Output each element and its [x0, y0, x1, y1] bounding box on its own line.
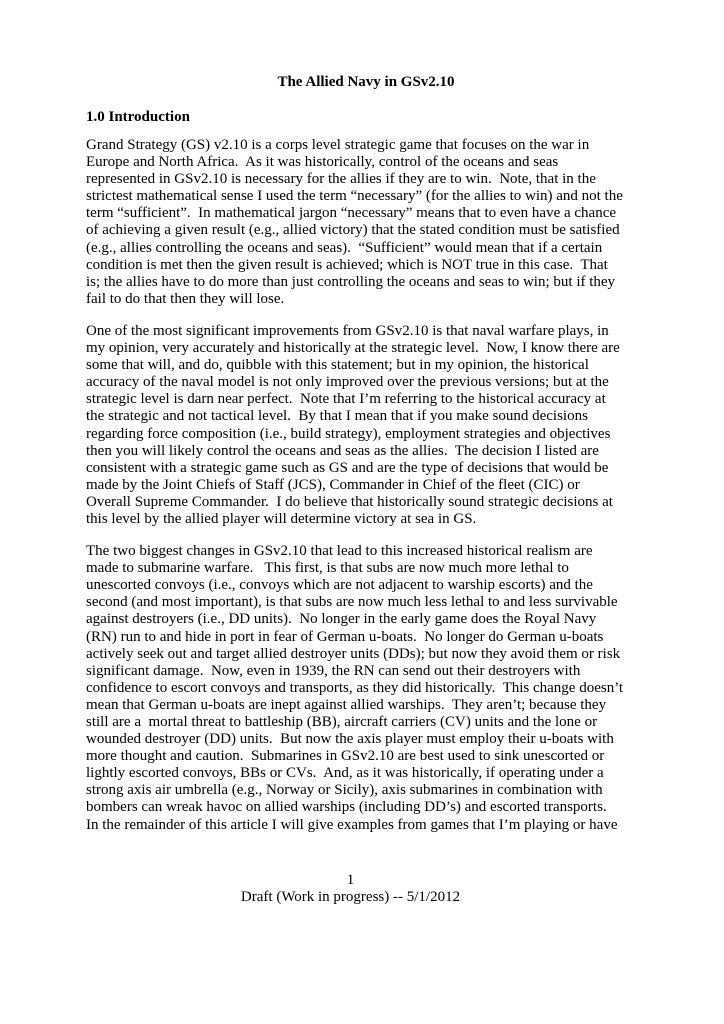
text-line: condition is met then the given result is achieved; which is NOT true in this case. That	[86, 256, 608, 273]
text-line: lightly escorted convoys, BBs or CVs. And, as it was historically, if operating under a	[86, 765, 604, 782]
text-line: the strategic and not tactical level. By that I mean that if you make sound decisions	[86, 408, 588, 425]
text-line: significant damage. Now, even in 1939, the RN can send out their destroyers with	[86, 662, 581, 679]
text-line: confidence to escort convoys and transports, as they did historically. This change doesn’t	[86, 679, 624, 696]
text-line: more thought and caution. Submarines in GSv2.10 are best used to sink unescorted or	[86, 748, 605, 765]
text-line: made to submarine warfare. This first, is that subs are now much more lethal to	[86, 560, 569, 577]
draft-note: Draft (Work in progress) -- 5/1/2012	[240, 889, 461, 906]
text-line: Grand Strategy (GS) v2.10 is a corps level strategic game that focuses on the war in	[86, 137, 590, 153]
text-line: still are a mortal threat to battleship (BB), aircraft carriers (CV) units and the lone or	[86, 714, 598, 730]
text-line: strategic level is darn near perfect. Note that I’m referring to the historical accuracy at	[86, 391, 606, 408]
paragraph	[86, 323, 646, 528]
text-line: strictest mathematical sense I used the term “necessary” (for the allies to win) and not the	[86, 188, 623, 205]
page-footer	[72, 872, 629, 907]
text-line: In the remainder of this article I will give examples from games that I’m playing or have	[86, 816, 618, 833]
text-line: Overall Supreme Commander. I do believe that historically sound strategic decisions at	[86, 493, 613, 510]
text-line: accuracy of the naval model is not only improved over the previous versions; but at the	[86, 374, 609, 391]
text-line: strong axis air umbrella (e.g., Norway or Sicily), axis submarines in combination with	[86, 782, 603, 799]
text-line: is; the allies have to do more than just controlling the oceans and seas to win; but if they	[86, 273, 616, 290]
text-line: regarding force composition (i.e., build strategy), employment strategies and objectives	[86, 425, 611, 442]
paragraph	[86, 137, 646, 308]
text-line: my opinion, very accurately and historically at the strategic level. Now, I know there are	[86, 340, 620, 357]
text-line: actively seek out and target allied destroyer units (DDs); but now they avoid them or risk	[86, 645, 621, 662]
text-line: then you will likely control the oceans and seas as the allies. The decision I listed are	[86, 442, 599, 459]
text-line: of achieving a given result (e.g., allied victory) that the stated condition must be satisfied	[86, 222, 620, 239]
text-line: (e.g., allies controlling the oceans and seas). “Sufficient” would mean that if a certain	[86, 239, 603, 256]
page-number: 1	[346, 872, 355, 888]
text-line: this level by the allied player will determine victory at sea in GS.	[86, 510, 477, 527]
text-line: (RN) run to and hide in port in fear of German u-boats. No longer do German u-boats	[86, 628, 604, 645]
text-line: mean that German u-boats are inept against allied warships. They aren’t; because they	[86, 696, 607, 713]
paragraph	[86, 543, 646, 834]
text-line: One of the most significant improvements from GSv2.10 is that naval warfare plays, in	[86, 322, 609, 339]
document-title: The Allied Navy in GSv2.10	[277, 74, 455, 90]
text-line: against destroyers (i.e., DD units). No longer in the early game does the Royal Navy	[86, 611, 597, 628]
text-line: second (and most important), is that subs are now much less lethal to and less survivable	[86, 594, 618, 611]
text-line: unescorted convoys (i.e., convoys which are not adjacent to warship escorts) and the	[86, 577, 593, 594]
section-heading: 1.0 Introduction	[86, 109, 190, 125]
text-line: The two biggest changes in GSv2.10 that lead to this increased historical realism are	[86, 543, 593, 560]
document-body	[86, 137, 646, 849]
text-line: made by the Joint Chiefs of Staff (JCS), Commander in Chief of the fleet (CIC) or	[86, 476, 580, 493]
text-line: bombers can wreak havoc on allied warships (including DD’s) and escorted transports.	[86, 799, 607, 816]
text-line: some that will, and do, quibble with this statement; but in my opinion, the historical	[86, 357, 589, 374]
text-line: represented in GSv2.10 is necessary for the allies if they are to win. Note, that in the	[86, 171, 596, 188]
text-line: wounded destroyer (DD) units. But now the axis player must employ their u-boats with	[86, 731, 614, 748]
text-line: term “sufficient”. In mathematical jargon “necessary” means that to even have a chance	[86, 205, 617, 222]
text-line: consistent with a strategic game such as GS and are the type of decisions that would be	[86, 459, 609, 476]
text-line: Europe and North Africa. As it was historically, control of the oceans and seas	[86, 154, 559, 171]
text-line: fail to do that then they will lose.	[86, 290, 285, 307]
